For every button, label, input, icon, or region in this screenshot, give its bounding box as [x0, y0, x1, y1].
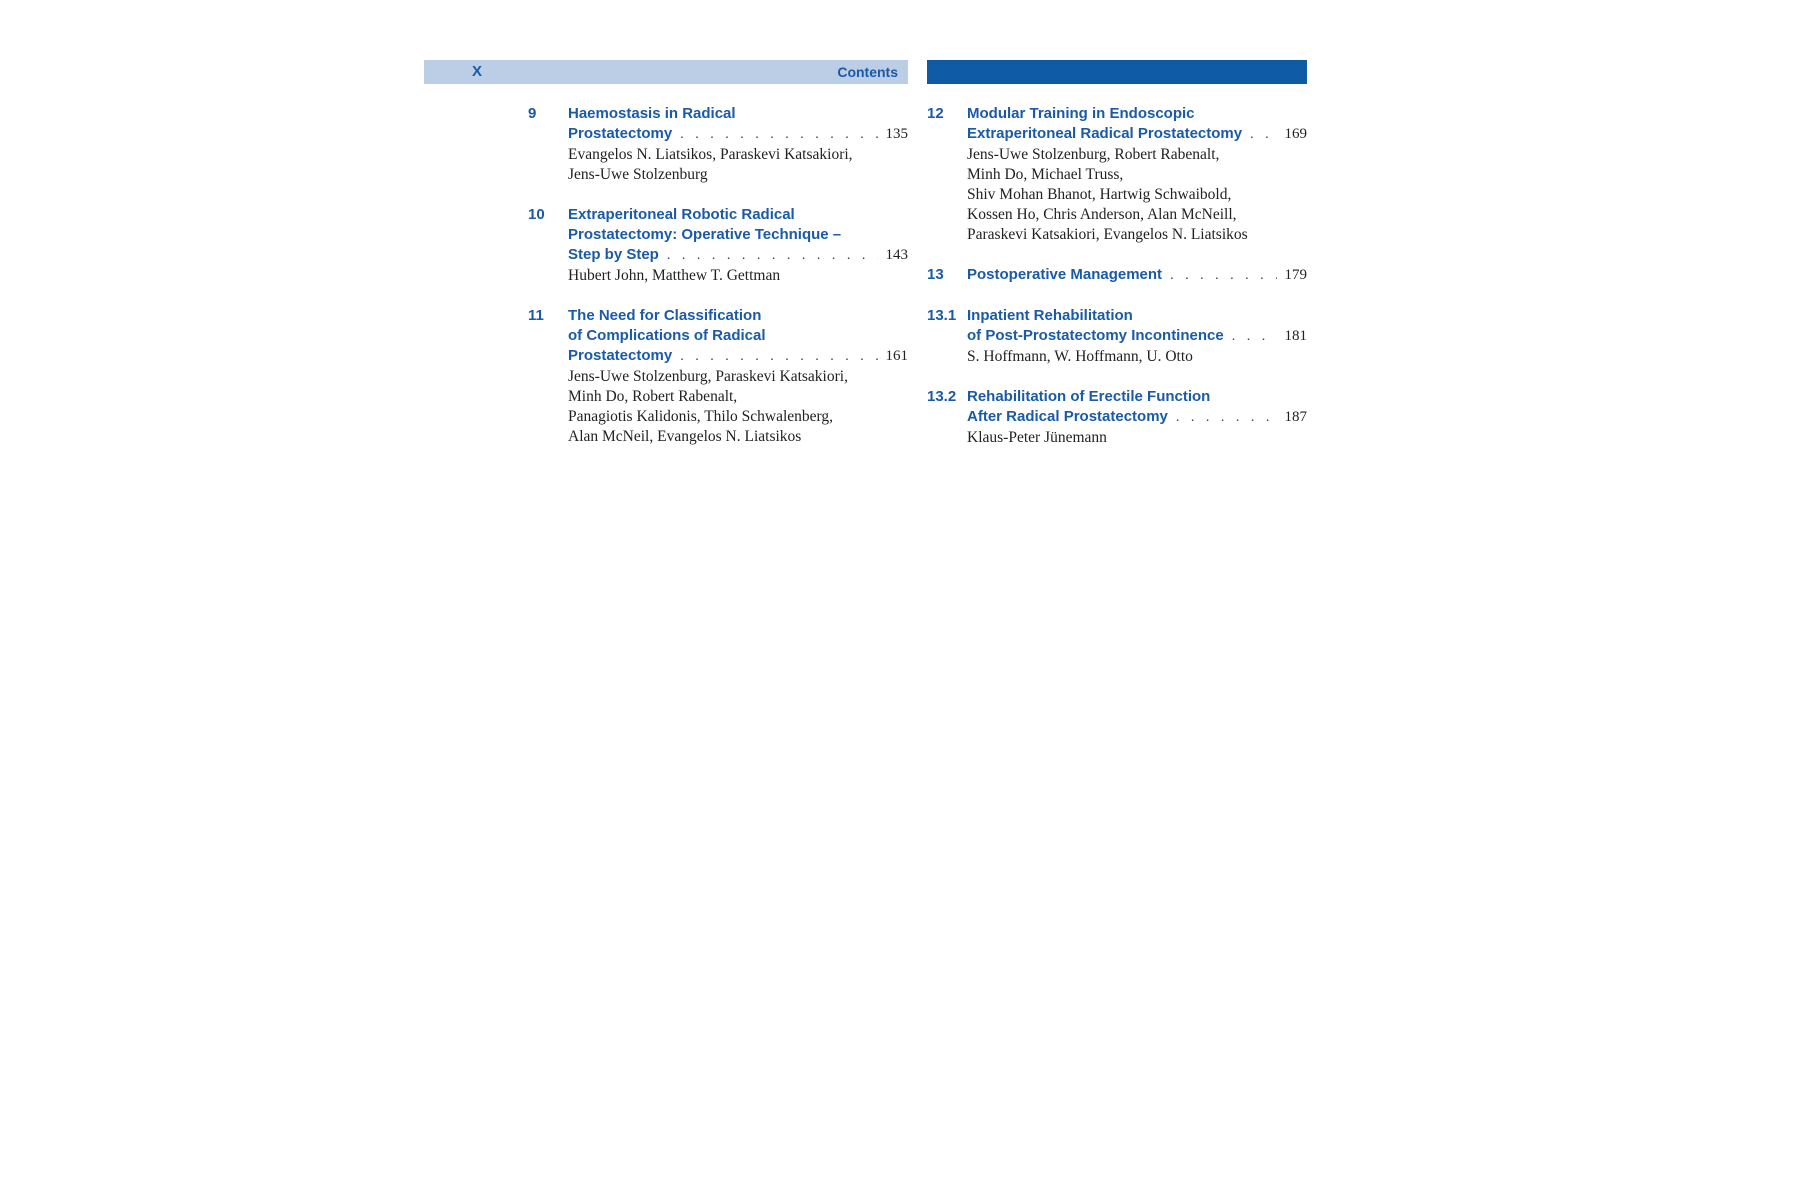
page-number-ref: 143: [885, 247, 908, 263]
chapter-number: 13.1: [927, 307, 957, 324]
chapter-title-line: Modular Training in Endoscopic: [967, 105, 1195, 122]
toc-column-right: [927, 104, 1307, 468]
chapter-title-line: Prostatectomy: Operative Technique –: [568, 226, 842, 243]
chapter-number: 13: [927, 266, 944, 283]
chapter-number: 11: [528, 307, 544, 324]
chapter-number: 9: [528, 105, 537, 122]
dot-leader: [1162, 266, 1276, 286]
chapter-title-line: Inpatient Rehabilitation: [967, 307, 1133, 324]
toc-entry: [528, 306, 908, 447]
dot-leader: [1242, 125, 1276, 145]
chapter-title: Step by Step: [568, 246, 659, 263]
toc-column-left: [528, 104, 908, 467]
dot-leader: [1224, 327, 1277, 347]
chapter-title-row: [568, 124, 908, 145]
chapter-title-row: [568, 245, 908, 266]
chapter-title: After Radical Prostatectomy: [967, 408, 1168, 425]
toc-entry: [927, 104, 1307, 245]
chapter-title-row: [967, 326, 1307, 347]
toc-entry: [927, 387, 1307, 448]
chapter-number: 13.2: [927, 388, 957, 405]
page-number-ref: 181: [1284, 328, 1307, 344]
chapter-authors: Hubert John, Matthew T. Gettman: [568, 267, 781, 284]
chapter-authors: Jens-Uwe Stolzenburg, Paraskevi Katsakiori,: [568, 368, 848, 385]
chapter-title-line: Haemostasis in Radical: [568, 105, 736, 122]
chapter-title-row: [967, 265, 1307, 286]
chapter-title: Postoperative Management: [967, 266, 1163, 283]
chapter-title-row: [568, 346, 908, 367]
chapter-authors: S. Hoffmann, W. Hoffmann, U. Otto: [967, 348, 1193, 365]
chapter-authors: Paraskevi Katsakiori, Evangelos N. Liatsikos: [967, 226, 1248, 243]
dot-leader: [672, 347, 877, 367]
toc-entry: [927, 265, 1307, 286]
chapter-title: of Post-Prostatectomy Incontinence: [967, 327, 1224, 344]
chapter-number: 10: [528, 206, 545, 223]
chapter-authors: Jens-Uwe Stolzenburg, Robert Rabenalt,: [967, 146, 1220, 163]
chapter-authors: Alan McNeil, Evangelos N. Liatsikos: [568, 428, 802, 445]
chapter-title-line: Rehabilitation of Erectile Function: [967, 388, 1211, 405]
page-number-ref: 179: [1284, 267, 1307, 283]
running-header-title: Contents: [837, 64, 898, 80]
chapter-title: Prostatectomy: [568, 347, 673, 364]
dot-leader: [659, 246, 878, 266]
toc-entry: [927, 306, 1307, 367]
chapter-authors: Jens-Uwe Stolzenburg: [568, 166, 708, 183]
chapter-title-row: [967, 124, 1307, 145]
chapter-title-line: of Complications of Radical: [568, 327, 766, 344]
toc-entry: [528, 104, 908, 185]
chapter-authors: Minh Do, Robert Rabenalt,: [568, 388, 738, 405]
chapter-title: Extraperitoneal Radical Prostatectomy: [967, 125, 1243, 142]
dot-leader: [672, 125, 877, 145]
chapter-authors: Kossen Ho, Chris Anderson, Alan McNeill,: [967, 206, 1237, 223]
page-number-ref: 135: [885, 126, 908, 142]
page-header-right-bar: [927, 60, 1307, 84]
page-number-ref: 187: [1284, 409, 1307, 425]
toc-entry: [528, 205, 908, 286]
page-number: X: [472, 63, 483, 80]
page-number-ref: 161: [885, 348, 908, 364]
dot-leader: [1168, 408, 1277, 428]
page-header-left: [424, 60, 908, 84]
chapter-authors: Panagiotis Kalidonis, Thilo Schwalenberg,: [568, 408, 834, 425]
chapter-title: Prostatectomy: [568, 125, 673, 142]
chapter-authors: Evangelos N. Liatsikos, Paraskevi Katsakiori,: [568, 146, 853, 163]
chapter-authors: Shiv Mohan Bhanot, Hartwig Schwaibold,: [967, 186, 1232, 203]
chapter-title-line: The Need for Classification: [568, 307, 762, 324]
chapter-authors: Minh Do, Michael Truss,: [967, 166, 1124, 183]
page-number-ref: 169: [1284, 126, 1307, 142]
chapter-title-row: [967, 407, 1307, 428]
chapter-authors: Klaus-Peter Jünemann: [967, 429, 1107, 446]
chapter-title-line: Extraperitoneal Robotic Radical: [568, 206, 795, 223]
chapter-number: 12: [927, 105, 944, 122]
